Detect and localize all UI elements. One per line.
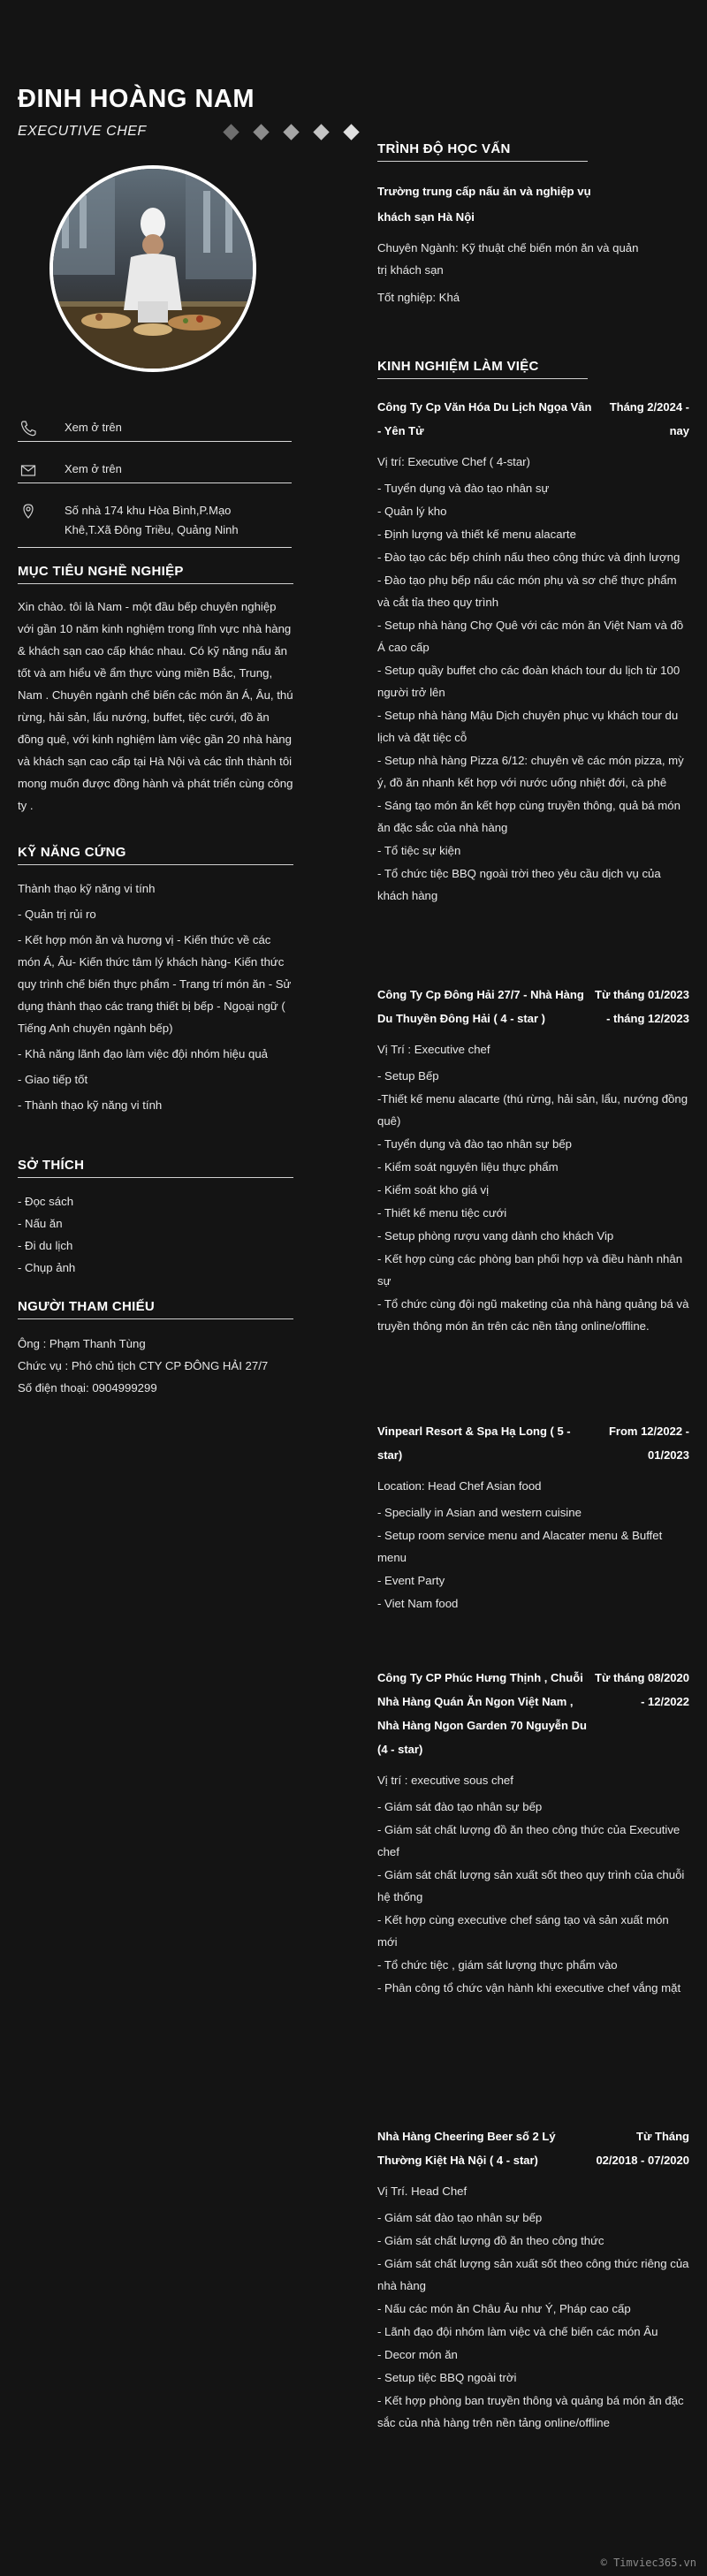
job-2-date: Từ tháng 01/2023 - tháng 12/2023 (595, 988, 689, 1025)
education-school: Trường trung cấp nấu ăn và nghiệp vụ khách sạn Hà Nội (377, 185, 591, 224)
job-1 (377, 395, 689, 908)
skill-item: - Quản trị rủi ro (18, 908, 96, 921)
reference-phone: Số điện thoại: 0904999299 (18, 1381, 157, 1394)
skill-item: Thành thạo kỹ năng vi tính (18, 882, 156, 895)
references-title: NGƯỜI THAM CHIẾU (18, 1299, 293, 1319)
objective-text (18, 596, 293, 817)
job-task: - Kiểm soát kho giá vị (377, 1183, 490, 1197)
job-3-role: Location: Head Chef Asian food (377, 1479, 542, 1493)
references-list (18, 1333, 293, 1399)
job-task: - Định lượng và thiết kế menu alacarte (377, 528, 576, 541)
diamond-4 (313, 124, 329, 140)
job-task: - Setup quầy buffet cho các đoàn khách tour du lịch từ 100 người trở lên (377, 664, 680, 699)
job-task: - Tổ tiệc sự kiện (377, 844, 461, 857)
reference-name: Ông : Phạm Thanh Tùng (18, 1337, 146, 1350)
job-task: - Event Party (377, 1574, 445, 1587)
hobbies-list (18, 1190, 293, 1279)
job-3-tasks (377, 1501, 689, 1615)
contact-email (18, 460, 292, 483)
job-3-header (377, 1419, 689, 1467)
job-5-date: Từ Tháng 02/2018 - 07/2020 (596, 2130, 689, 2167)
diamond-3 (283, 124, 299, 140)
hard-skills-title: KỸ NĂNG CỨNG (18, 845, 293, 865)
job-task: - Setup phòng rượu vang dành cho khách Vip (377, 1229, 614, 1242)
contact-phone (18, 418, 292, 442)
job-3-company: Vinpearl Resort & Spa Hạ Long ( 5 - star) (377, 1425, 571, 1462)
contact-address (18, 501, 292, 548)
decorative-diamonds (206, 125, 365, 142)
job-task: - Giám sát chất lượng đồ ăn theo công thức của Executive chef (377, 1823, 680, 1858)
job-2-header (377, 983, 689, 1030)
job-2-company: Công Ty Cp Đông Hải 27/7 - Nhà Hàng Du Thuyền Đông Hải ( 4 - star ) (377, 988, 584, 1025)
job-task: - Decor món ăn (377, 2348, 458, 2361)
watermark: © Timviec365.vn (600, 2557, 696, 2569)
job-5-header (377, 2124, 689, 2172)
contact-address-text: Số nhà 174 khu Hòa Bình,P.Mạo Khê,T.Xã Đông Triều, Quảng Ninh (65, 504, 239, 536)
education-major: Chuyên Ngành: Kỹ thuật chế biến món ăn và quản trị khách sạn (377, 241, 639, 277)
avatar (49, 165, 256, 372)
objective-paragraph: Xin chào. tôi là Nam - một đầu bếp chuyên nghiệp với gần 10 năm kinh nghiệm trong lĩnh vực nhà hàng & khách sạn cao cấp khác nhau. Có kỹ năng nấu ăn tốt và am hiểu về ẩm thực vùng miền Bắc, Trung, Nam . Chuyên ngành chế biến các món ăn Á, Âu, thú rừng, hải sản, lẩu nướng, buffet, tiệc cưới, đồ ăn đồng quê, với kinh nghiệm làm việc gần 20 nhà hàng và khách sạn cao cấp tại Hà Nội và các tỉnh thành tôi mong muốn được đồng hành và phát triển cùng công ty . (18, 600, 293, 812)
job-task: - Kết hợp phòng ban truyền thông và quảng bá món ăn đặc sắc của nhà hàng trên nền tảng online/offline (377, 2394, 684, 2429)
job-1-role: Vị trí: Executive Chef ( 4-star) (377, 455, 530, 468)
chef-photo-icon (53, 169, 253, 369)
job-5-role: Vị Trí. Head Chef (377, 2185, 468, 2198)
contact-email-text: Xem ở trên (65, 462, 122, 475)
diamond-1 (223, 124, 239, 140)
job-task: - Setup tiệc BBQ ngoài trời (377, 2371, 517, 2384)
job-2 (377, 983, 689, 1338)
job-task: - Lãnh đạo đội nhóm làm việc và chế biến các món Âu (377, 2325, 658, 2338)
job-task: - Kết hợp cùng các phòng ban phối hợp và điều hành nhân sự (377, 1252, 683, 1288)
job-2-tasks (377, 1065, 689, 1337)
job-4-company: Công Ty CP Phúc Hưng Thịnh , Chuỗi Nhà Hàng Quán Ăn Ngon Việt Nam , Nhà Hàng Ngon Garden 70 Nguyễn Du (4 - star) (377, 1671, 587, 1756)
skill-item: - Thành thạo kỹ năng vi tính (18, 1098, 163, 1112)
hobbies-title: SỞ THÍCH (18, 1158, 293, 1178)
candidate-name: ĐINH HOÀNG NAM (18, 85, 255, 113)
location-pin-icon (19, 503, 37, 521)
job-task: - Tổ chức tiệc , giám sát lượng thực phẩm vào (377, 1958, 618, 1972)
contact-list (18, 418, 292, 548)
job-4-role: Vị trí : executive sous chef (377, 1774, 513, 1787)
skill-item: - Kết hợp món ăn và hương vị - Kiến thức về các món Á, Âu- Kiến thức tâm lý khách hàng- Kiến thức quy trình chế biến thực phẩm - Trang trí món ăn - Sử dụng thành thạo các trang thiết bị bếp - Ngoại ngữ ( Tiếng Anh chuyên ngành bếp) (18, 933, 292, 1035)
job-5-tasks (377, 2207, 689, 2434)
hobby-item: - Chụp ảnh (18, 1261, 76, 1274)
education-block (377, 179, 651, 308)
skill-item: - Giao tiếp tốt (18, 1073, 88, 1086)
job-task: - Phân công tổ chức vận hành khi executive chef vắng mặt (377, 1981, 681, 1995)
job-task: - Sáng tạo món ăn kết hợp cùng truyền thông, quả bá món ăn đặc sắc của nhà hàng (377, 799, 680, 834)
job-task: - Quản lý kho (377, 505, 447, 518)
diamond-2 (253, 124, 269, 140)
job-task: - Kiểm soát nguyên liệu thực phẩm (377, 1160, 559, 1174)
job-task: - Tổ chức cùng đội ngũ maketing của nhà hàng quảng bá và truyền thông món ăn trên các nền tảng online/offline. (377, 1297, 689, 1333)
job-5 (377, 2124, 689, 2435)
job-4-header (377, 1666, 689, 1761)
job-task: - Setup nhà hàng Pizza 6/12: chuyên về các món pizza, mỳ ý, đồ ăn nhanh kết hợp với nước uống nhiệt đới, cà phê (377, 754, 684, 789)
experience-title: KINH NGHIỆM LÀM VIỆC (377, 359, 588, 379)
job-task: - Setup nhà hàng Chợ Quê với các món ăn Việt Nam và đồ Á cao cấp (377, 619, 684, 654)
job-task: - Tuyển dụng và đào tạo nhân sự (377, 482, 550, 495)
job-task: - Setup nhà hàng Mậu Dịch chuyên phục vụ khách tour du lịch và đặt tiệc cỗ (377, 709, 679, 744)
job-task: - Setup Bếp (377, 1069, 439, 1083)
job-task: - Giám sát chất lượng đồ ăn theo công thức (377, 2234, 604, 2247)
job-task: - Viet Nam food (377, 1597, 459, 1610)
hobby-item: - Đi du lịch (18, 1239, 73, 1252)
job-3 (377, 1419, 689, 1615)
job-task: - Giám sát chất lượng sản xuất sốt theo quy trình của chuỗi hệ thống (377, 1868, 685, 1904)
job-task: - Thiết kế menu tiệc cưới (377, 1206, 507, 1220)
education-grade: Tốt nghiệp: Khá (377, 291, 460, 304)
job-1-date: Tháng 2/2024 - nay (609, 400, 689, 437)
job-2-role: Vị Trí : Executive chef (377, 1043, 490, 1056)
candidate-title: EXECUTIVE CHEF (18, 124, 147, 139)
job-5-company: Nhà Hàng Cheering Beer số 2 Lý Thường Kiệt Hà Nội ( 4 - star) (377, 2130, 556, 2167)
job-4-date: Từ tháng 08/2020 - 12/2022 (595, 1671, 689, 1708)
job-task: - Nấu các món ăn Châu Âu như Ý, Pháp cao cấp (377, 2302, 631, 2315)
job-task: - Giám sát đào tạo nhân sự bếp (377, 1800, 543, 1813)
job-task: - Tuyển dụng và đào tạo nhân sự bếp (377, 1137, 572, 1151)
job-1-company: Công Ty Cp Văn Hóa Du Lịch Ngọa Vân - Yên Tử (377, 400, 592, 437)
job-task: - Giám sát đào tạo nhân sự bếp (377, 2211, 543, 2224)
job-task: - Giám sát chất lượng sản xuất sốt theo công thức riêng của nhà hàng (377, 2257, 689, 2292)
hard-skills-list (18, 878, 296, 1120)
job-3-date: From 12/2022 - 01/2023 (608, 1425, 689, 1462)
education-title: TRÌNH ĐỘ HỌC VẤN (377, 141, 588, 162)
job-4 (377, 1666, 689, 2000)
hobby-item: - Nấu ăn (18, 1217, 63, 1230)
contact-phone-text: Xem ở trên (65, 421, 122, 434)
job-task: - Đào tạo phụ bếp nấu các món phụ và sơ chế thực phẩm và cắt tỉa theo quy trình (377, 574, 677, 609)
skill-item: - Khả năng lãnh đạo làm việc đội nhóm hiệu quả (18, 1047, 268, 1060)
mail-icon (19, 461, 37, 479)
diamond-5 (343, 124, 359, 140)
job-1-header (377, 395, 689, 443)
job-4-tasks (377, 1796, 689, 1999)
reference-position: Chức vụ : Phó chủ tịch CTY CP ĐÔNG HẢI 27/7 (18, 1359, 269, 1372)
hobby-item: - Đọc sách (18, 1195, 74, 1208)
job-task: - Kết hợp cùng executive chef sáng tạo và sản xuất món mới (377, 1913, 669, 1949)
phone-icon (19, 420, 37, 437)
objective-title: MỤC TIÊU NGHỀ NGHIỆP (18, 564, 293, 584)
job-task: - Tổ chức tiệc BBQ ngoài trời theo yêu cầu dịch vụ của khách hàng (377, 867, 661, 902)
job-task: - Đào tạo các bếp chính nấu theo công thức và định lượng (377, 551, 680, 564)
job-task: - Specially in Asian and western cuisine (377, 1506, 582, 1519)
job-task: - Setup room service menu and Alacater menu & Buffet menu (377, 1529, 663, 1564)
job-1-tasks (377, 477, 689, 907)
job-task: -Thiết kế menu alacarte (thú rừng, hải sản, lẩu, nướng đồng quê) (377, 1092, 688, 1128)
